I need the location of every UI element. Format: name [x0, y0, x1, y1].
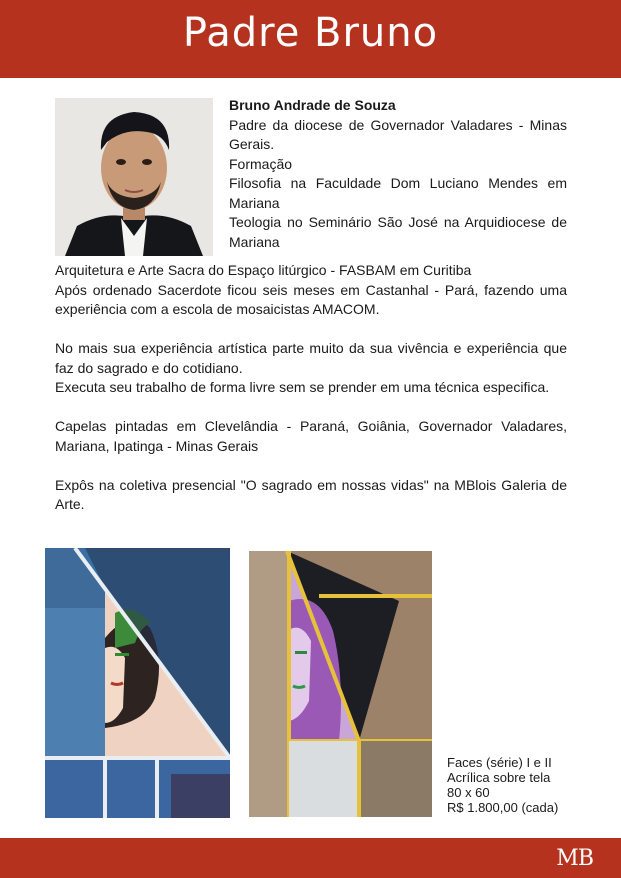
gallery-logo: MB — [556, 846, 593, 871]
artist-name: Bruno Andrade de Souza — [229, 97, 396, 113]
paragraph-gap — [55, 398, 567, 418]
bio-paragraph: Capelas pintadas em Clevelândia - Paraná, Goiânia, Governador Valadares, Mariana, Ipatinga - Minas Gerais — [55, 418, 567, 454]
bio-intro — [229, 96, 567, 252]
bio-paragraph: Expôs na coletiva presencial "O sagrado em nossas vidas" na MBlois Galeria de Arte. — [55, 476, 567, 512]
painting-face-2 — [249, 551, 432, 817]
artwork-size: 80 x 60 — [447, 785, 490, 800]
bio-body — [55, 261, 567, 515]
artwork-title: Faces (série) I e II — [447, 755, 552, 770]
footer-bar — [0, 838, 621, 878]
header-bar — [0, 0, 621, 78]
bio-line: Teologia no Seminário São José na Arquidiocese de Mariana — [229, 214, 567, 250]
page-title: Padre Bruno — [182, 10, 439, 56]
artwork-medium: Acrílica sobre tela — [447, 770, 551, 785]
bio-line: Filosofia na Faculdade Dom Luciano Mendes em Mariana — [229, 175, 567, 211]
painting-face-1 — [45, 548, 230, 818]
bio-paragraph: Após ordenado Sacerdote ficou seis meses em Castanhal - Pará, fazendo uma experiência com a escola de mosaicistas AMACOM. — [55, 281, 567, 317]
artist-portrait — [55, 98, 213, 256]
artwork-price: R$ 1.800,00 (cada) — [447, 800, 559, 815]
paragraph-gap — [55, 320, 567, 340]
bio-line: Padre da diocese de Governador Valadares - Minas Gerais. — [229, 116, 567, 152]
paragraph-gap — [55, 456, 567, 476]
bio-line: Formação — [229, 155, 293, 172]
bio-paragraph: Executa seu trabalho de forma livre sem se prender em uma técnica especifica. — [55, 379, 550, 395]
artwork-caption — [447, 755, 607, 815]
bio-paragraph: No mais sua experiência artística parte muito da sua vivência e experiência que faz do sagrado e do cotidiano. — [55, 340, 567, 376]
bio-paragraph: Arquitetura e Arte Sacra do Espaço litúrgico - FASBAM em Curitiba — [55, 262, 472, 278]
